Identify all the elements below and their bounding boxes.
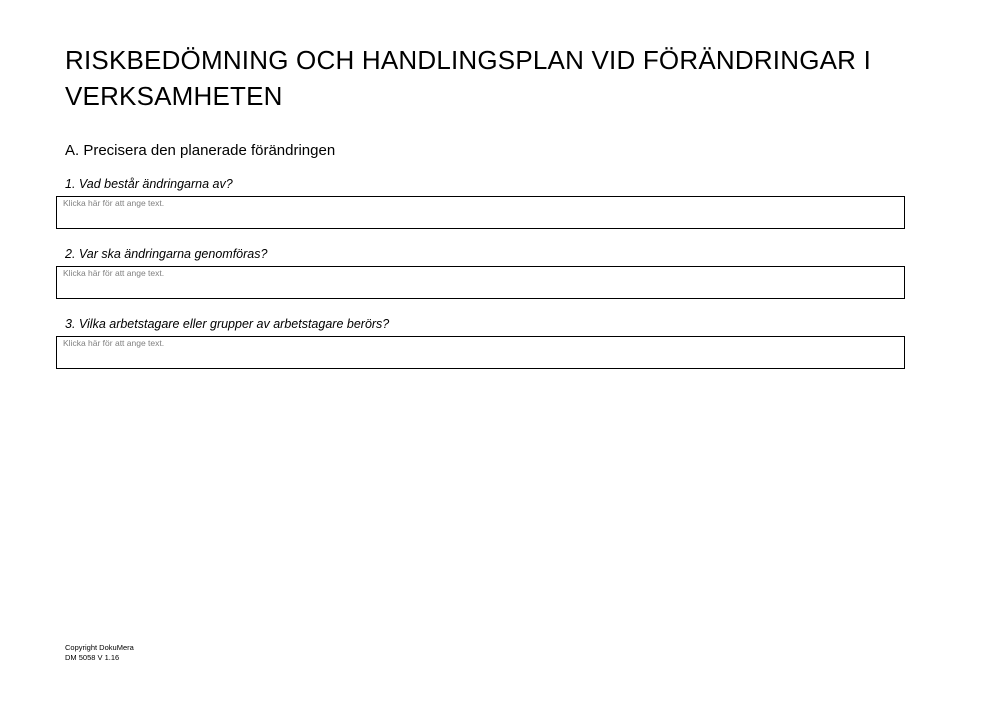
question-3-label: 3. Vilka arbetstagare eller grupper av arbetstagare berörs?	[65, 317, 390, 331]
question-2-answer-field[interactable]	[56, 266, 905, 299]
version-text: DM 5058 V 1.16	[65, 653, 120, 662]
question-2	[0, 244, 1000, 324]
question-1-answer-field[interactable]	[56, 196, 905, 229]
question-1-placeholder: Klicka här för att ange text.	[63, 198, 165, 208]
page-title: RISKBEDÖMNING OCH HANDLINGSPLAN VID FÖRÄNDRINGAR I VERKSAMHETEN	[65, 45, 871, 111]
question-3-answer-field[interactable]	[56, 336, 905, 369]
footer	[65, 643, 134, 663]
question-2-label: 2. Var ska ändringarna genomföras?	[65, 247, 268, 261]
question-3-placeholder: Klicka här för att ange text.	[63, 338, 165, 348]
section-a-heading: A. Precisera den planerade förändringen	[65, 142, 336, 159]
copyright-text: Copyright DokuMera	[65, 643, 134, 652]
question-1-label: 1. Vad består ändringarna av?	[65, 177, 233, 191]
question-3	[0, 314, 1000, 394]
question-2-placeholder: Klicka här för att ange text.	[63, 268, 165, 278]
question-1	[0, 174, 1000, 254]
